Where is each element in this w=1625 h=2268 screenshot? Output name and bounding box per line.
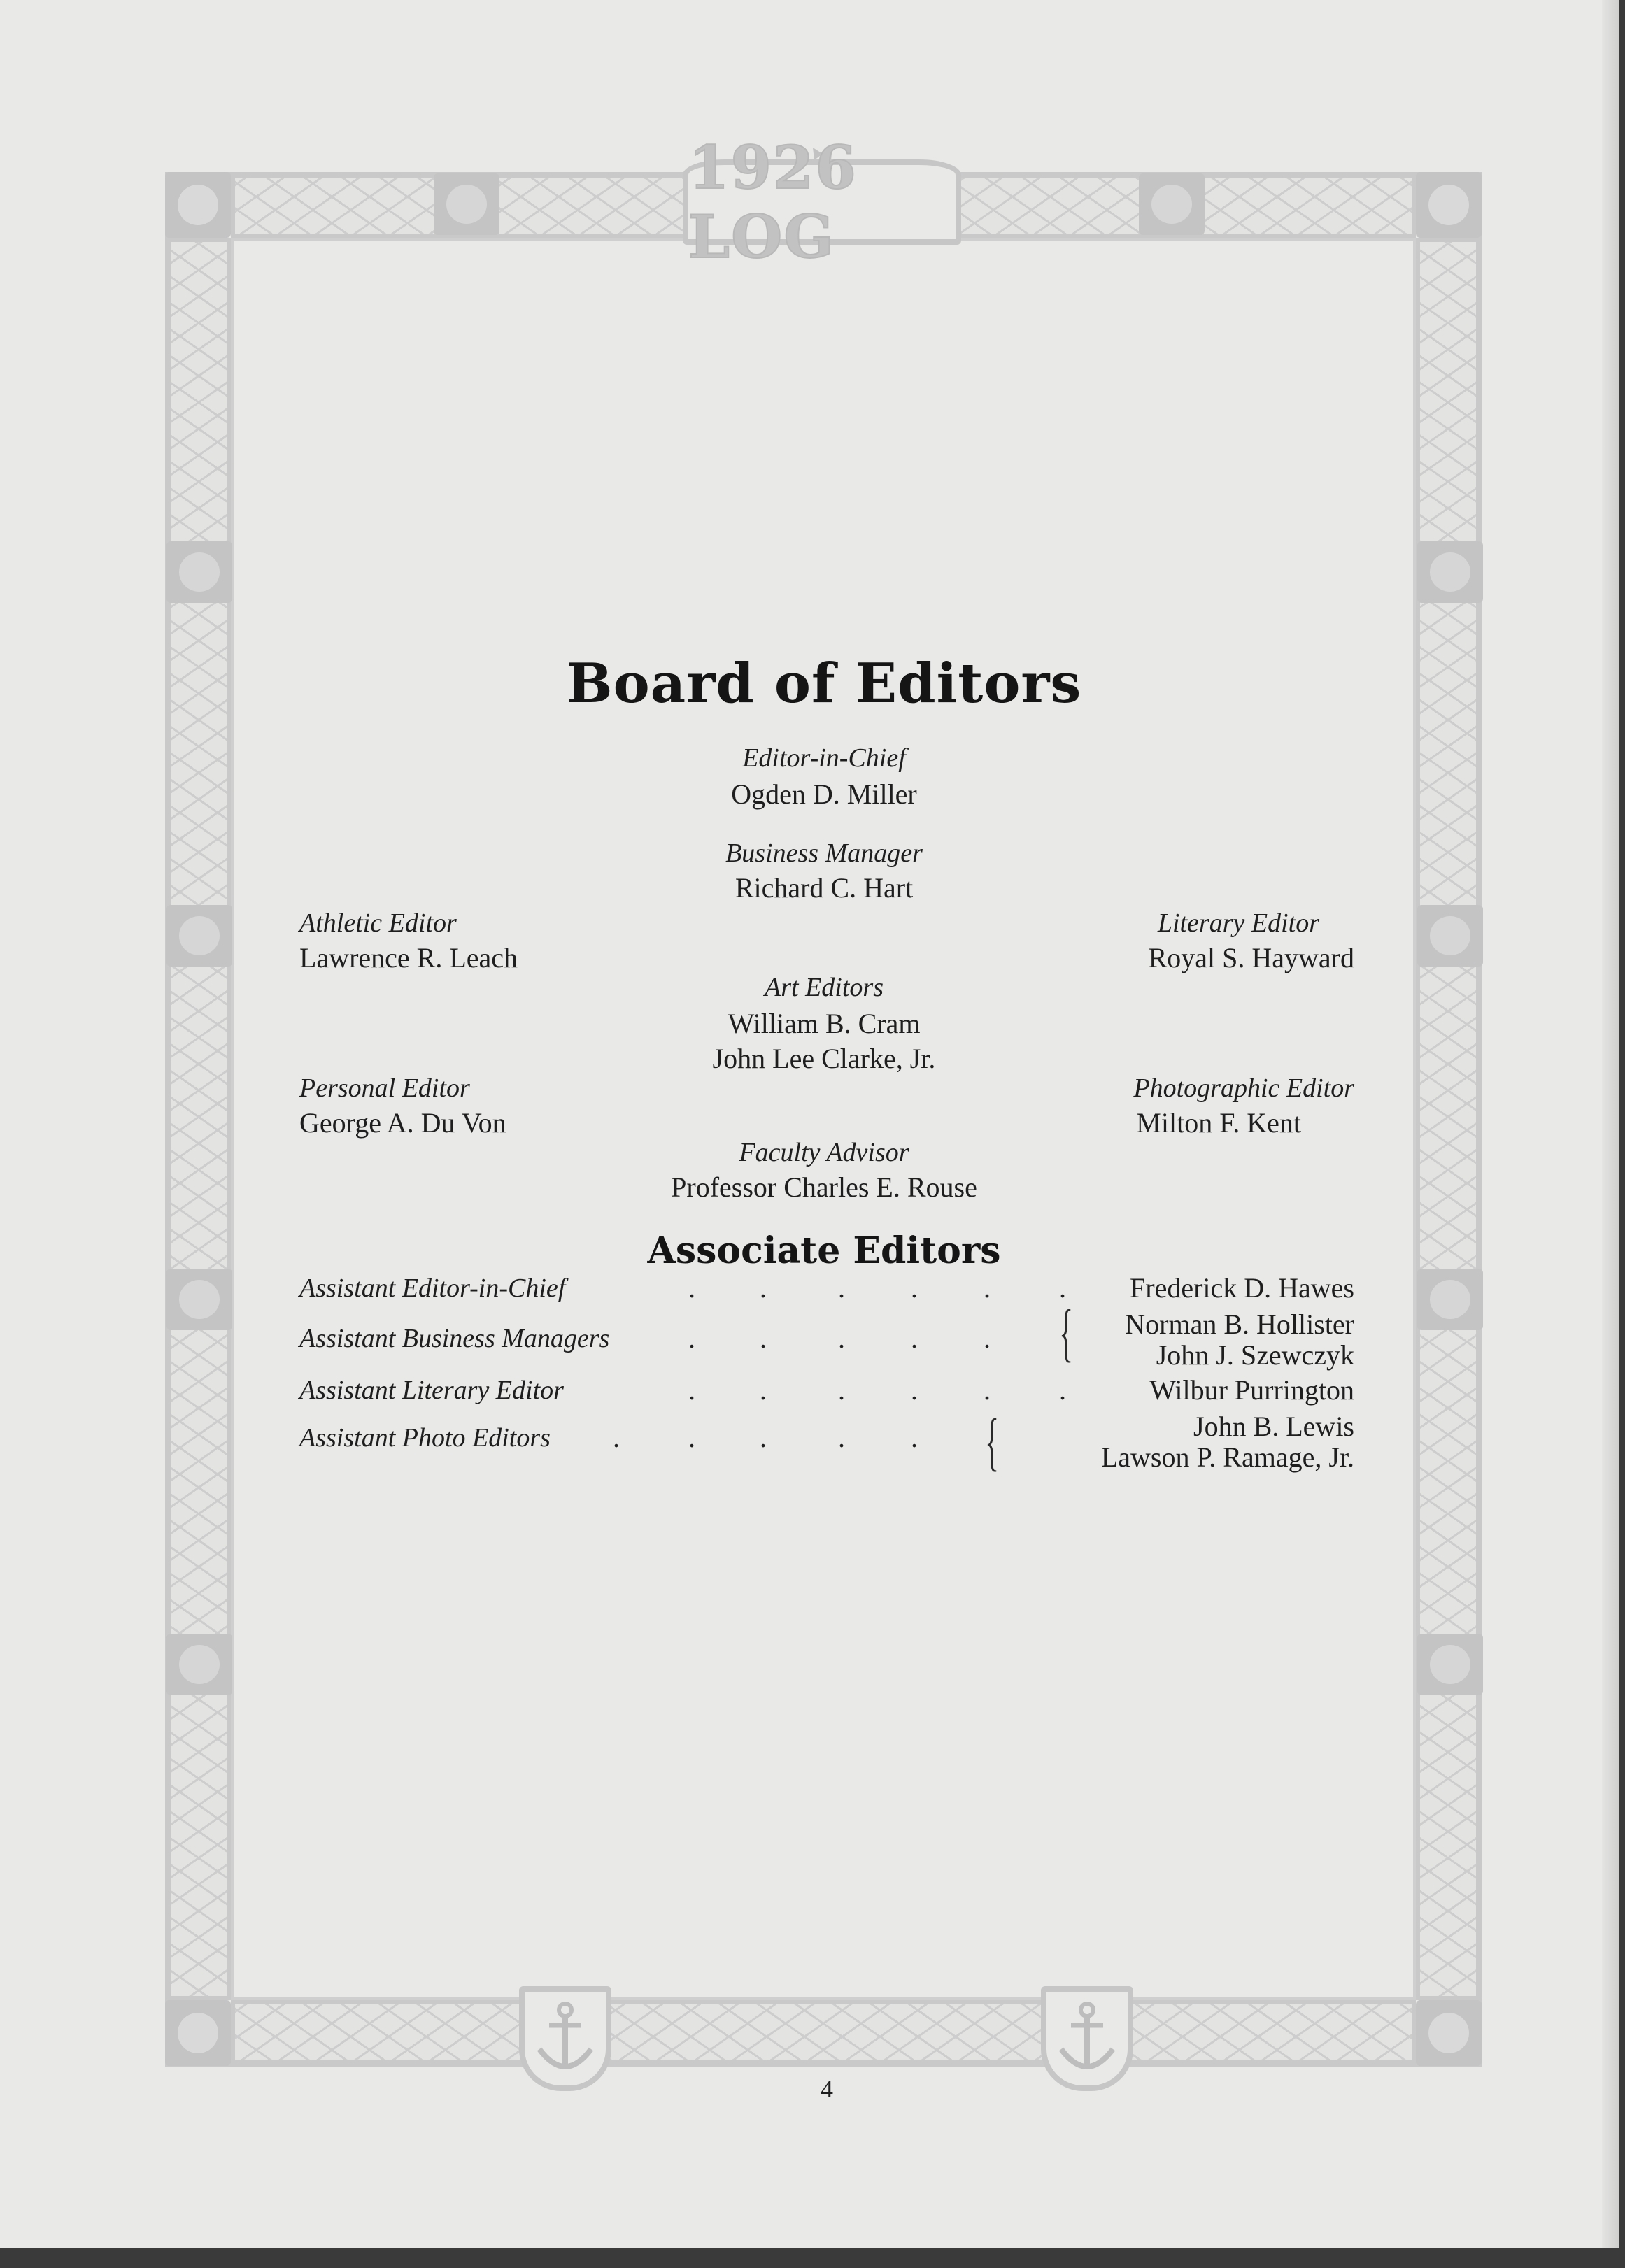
role-personal-editor: Personal Editor (299, 1074, 470, 1103)
role-business-manager: Business Manager (725, 839, 923, 868)
dot-leader: . (688, 1272, 695, 1304)
dot-leader: . (760, 1322, 767, 1354)
name-art-editor: William B. Cram (728, 1008, 921, 1039)
spiderweb-border-bottom (231, 2000, 1416, 2064)
name-assistant-literary-editor: Wilbur Purrington (1149, 1374, 1354, 1406)
rose-ornament-icon (1417, 1634, 1483, 1695)
dot-leader: . (838, 1374, 845, 1406)
dot-leader: . (838, 1322, 845, 1354)
anchor-ornament-icon (1041, 1986, 1133, 2091)
page-title: Board of Editors (566, 652, 1082, 715)
dot-leader: . (984, 1322, 991, 1354)
page-number: 4 (821, 2075, 833, 2103)
dot-leader: . (1059, 1374, 1066, 1406)
brace: { (985, 1406, 1000, 1477)
page-edge (1602, 0, 1619, 2248)
rose-ornament-icon (1417, 541, 1483, 603)
role-art-editors: Art Editors (765, 973, 884, 1002)
rose-ornament-icon (434, 173, 499, 235)
section-title-associate-editors: Associate Editors (647, 1229, 1001, 1272)
role-assistant-editor-in-chief: Assistant Editor-in-Chief (299, 1274, 566, 1303)
dot-leader: . (984, 1272, 991, 1304)
header-ornament-title: 1926 LOG (688, 133, 858, 271)
role-athletic-editor: Athletic Editor (299, 908, 457, 938)
rose-ornament-icon (1417, 1269, 1483, 1330)
rose-ornament-icon (166, 1269, 232, 1330)
role-assistant-business-managers: Assistant Business Managers (299, 1324, 610, 1353)
name-art-editor: John Lee Clarke, Jr. (712, 1043, 936, 1074)
dot-leader: . (911, 1422, 918, 1453)
role-assistant-literary-editor: Assistant Literary Editor (299, 1376, 564, 1405)
name-personal-editor: George A. Du Von (299, 1107, 506, 1139)
dot-leader: . (760, 1272, 767, 1304)
role-literary-editor: Literary Editor (1157, 908, 1319, 938)
dot-leader: . (1059, 1272, 1066, 1304)
dot-leader: . (911, 1374, 918, 1406)
rose-ornament-icon (166, 541, 232, 603)
rose-ornament-icon (1139, 173, 1205, 235)
name-photographic-editor: Milton F. Kent (1136, 1107, 1301, 1139)
name-faculty-advisor: Professor Charles E. Rouse (671, 1171, 977, 1203)
name-athletic-editor: Lawrence R. Leach (299, 942, 518, 973)
dot-leader: . (984, 1374, 991, 1406)
dot-leader: . (688, 1322, 695, 1354)
dot-leader: . (760, 1374, 767, 1406)
rose-ornament-icon (1417, 905, 1483, 967)
dot-leader: . (838, 1272, 845, 1304)
dot-leader: . (688, 1422, 695, 1453)
rose-ornament-icon (1416, 172, 1482, 238)
spiderweb-border-right (1416, 238, 1480, 2000)
role-faculty-advisor: Faculty Advisor (739, 1138, 909, 1167)
role-assistant-photo-editors: Assistant Photo Editors (299, 1423, 551, 1453)
role-photographic-editor: Photographic Editor (1133, 1074, 1354, 1103)
dot-leader: . (760, 1422, 767, 1453)
name-assistant-photo-editor: John B. Lewis (1193, 1411, 1354, 1442)
rose-ornament-icon (166, 1634, 232, 1695)
dot-leader: . (688, 1374, 695, 1406)
name-assistant-business-manager: Norman B. Hollister (1125, 1308, 1354, 1340)
spiderweb-border-left (166, 238, 231, 2000)
rose-ornament-icon (165, 2000, 231, 2066)
name-editor-in-chief: Ogden D. Miller (731, 778, 917, 810)
name-business-manager: Richard C. Hart (735, 872, 914, 904)
dot-leader: . (613, 1422, 620, 1453)
brace: { (1059, 1297, 1074, 1368)
name-literary-editor: Royal S. Hayward (1148, 942, 1354, 973)
name-assistant-business-manager: John J. Szewczyk (1156, 1339, 1354, 1371)
name-assistant-editor-in-chief: Frederick D. Hawes (1130, 1272, 1354, 1304)
role-editor-in-chief: Editor-in-Chief (742, 743, 906, 773)
name-assistant-photo-editor: Lawson P. Ramage, Jr. (1100, 1441, 1354, 1473)
dot-leader: . (911, 1272, 918, 1304)
dot-leader: . (911, 1322, 918, 1354)
dot-leader: . (838, 1422, 845, 1453)
rose-ornament-icon (165, 172, 231, 238)
rose-ornament-icon (166, 905, 232, 967)
header-title-plate (683, 133, 961, 271)
anchor-ornament-icon (519, 1986, 611, 2091)
rose-ornament-icon (1416, 2000, 1482, 2066)
